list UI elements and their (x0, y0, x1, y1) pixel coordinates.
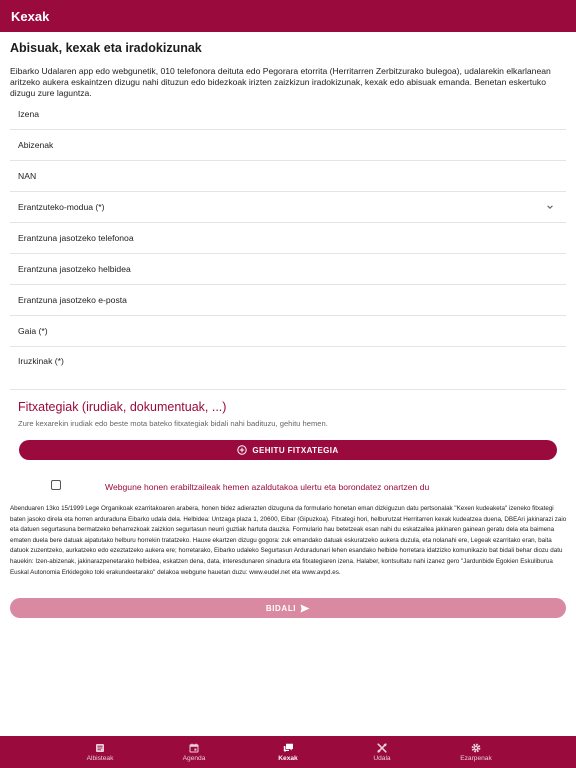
gear-icon (471, 742, 482, 753)
subject-field[interactable] (10, 316, 566, 347)
attachments-title: Fitxategiak (irudiak, dokumentuak, ...) (18, 400, 227, 414)
page-title: Abisuak, kexak eta iradokizunak (10, 41, 202, 55)
nav-label-kexak: Kexak (278, 755, 298, 762)
surname-field-label: Abizenak (18, 140, 54, 150)
send-button[interactable] (10, 598, 566, 618)
add-circle-icon (237, 445, 247, 455)
subject-field-label: Gaia (*) (18, 326, 48, 336)
add-file-button-label: GEHITU FITXATEGIA (252, 445, 339, 455)
nav-item-udala[interactable] (335, 736, 429, 768)
nav-label-ezarpenak: Ezarpenak (460, 755, 492, 762)
nav-label-udala: Udala (373, 755, 391, 762)
surname-field[interactable] (10, 130, 566, 161)
response-mode-select[interactable] (10, 192, 566, 223)
name-field[interactable] (10, 99, 566, 130)
nav-item-albisteak[interactable] (53, 736, 147, 768)
send-icon (300, 604, 310, 613)
comments-field-label: Iruzkinak (*) (18, 356, 64, 366)
response-email-label: Erantzuna jasotzeko e-posta (18, 295, 127, 305)
response-phone-label: Erantzuna jasotzeko telefonoa (18, 233, 134, 243)
chevron-down-icon (546, 203, 554, 211)
main-content (0, 32, 576, 736)
id-number-field[interactable] (10, 161, 566, 192)
id-number-field-label: NAN (18, 171, 37, 181)
nav-item-kexak[interactable] (241, 736, 335, 768)
attachments-description: Zure kexarekin irudiak edo beste mota bateko fitxategiak bidali nahi badituzu, gehitu hemen. (18, 419, 328, 428)
send-button-label: BIDALI (265, 603, 297, 613)
response-mode-label: Erantzuteko-modua (*) (18, 202, 105, 212)
response-phone-field[interactable] (10, 223, 566, 254)
nav-label-agenda: Agenda (182, 755, 206, 762)
nav-label-albisteak: Albisteak (86, 755, 114, 762)
consent-checkbox[interactable] (51, 480, 61, 490)
bottom-navigation (0, 736, 576, 768)
app-bar (0, 0, 576, 32)
intro-text: Eibarko Udalaren app edo webgunetik, 010 telefonora deituta edo Pegorara etorrita (Herritarren Zerbitzurako bulegoa), udalarekin elkarlanean aritzeko aukera eskaintzen dizugu nahi dituzun edo bidezkoak irizten zaizkizun iradokizunak, kexak edo abisuak emanda. Benetan eskertuko dizugu zure laguntza. (10, 66, 551, 98)
name-field-label: Izena (18, 109, 40, 119)
response-email-field[interactable] (10, 285, 566, 316)
comments-textarea[interactable] (10, 346, 566, 390)
calendar-icon (189, 742, 200, 753)
consent-label: Webgune honen erabiltzaileak hemen azaldutakoa ulertu eta borondatez onartzen du (105, 482, 430, 492)
response-address-field[interactable] (10, 254, 566, 285)
add-file-button[interactable] (19, 440, 557, 460)
nav-item-agenda[interactable] (147, 736, 241, 768)
app-bar-title: Kexak (11, 8, 50, 24)
tools-icon (377, 742, 388, 753)
chat-bubbles-icon (283, 742, 294, 753)
legal-notice: Abenduaren 13ko 15/1999 Lege Organikoak ezarritakoaren arabera, honen bidez adierazten dizuguna da formulario honetan eman dizkiguzun datu pertsonalak "Kexen kudeaketa" izeneko fitxategi baten jasoko direla eta horren arduraduna Eibarko udala dela. Helbidea: Untzaga plaza 1, 20600, Eibar (Gipuzkoa). Fitxategi hori, helburutzat Herritarren kexak kudeatzea duena, DBEAri jakinarazi zaio eta datuen segurtasuna bermatzeko beharrezkoak zaizkion segurtasun neurri guztiak hartuta dauzka. Formulario hau betetzeak esan nahi du eskatzailea jakinaren gainean geratu dela eta baimena ematen duela bere datuak aipatutako helburu horrekin tratatzeko. Hauxe ekartzen dizugu gogora: zuk emandako datuak eskuratzeko aukera duzula, eta nolanahi ere, Legeak ezarritako eran, baita datuok zuzentzeko, aurkatzeko edo ezeztatzeko aukera ere; horretarako, Eibarko udaleko Segurtasun Arduradunari lehen esandako helbide horretara idatzizko komunikazio bat bidali behar diozu datu hauekin: Izen-abizenak, jakinarazpenetarako helbidea, eskatzen dena, data, interesdunaren sinadura eta fitxategiaren izena. Halaber, kontsultatu nahi izanez gero "Jardunbide Egokien Eskuliburua Euskal Autonomia Erkidegoko toki erakundeetarako" delakoa webgune hauetan duzu: www.eudel.net eta www.avpd.es. (10, 505, 567, 576)
nav-item-ezarpenak[interactable] (429, 736, 523, 768)
newspaper-icon (95, 742, 106, 753)
response-address-label: Erantzuna jasotzeko helbidea (18, 264, 131, 274)
